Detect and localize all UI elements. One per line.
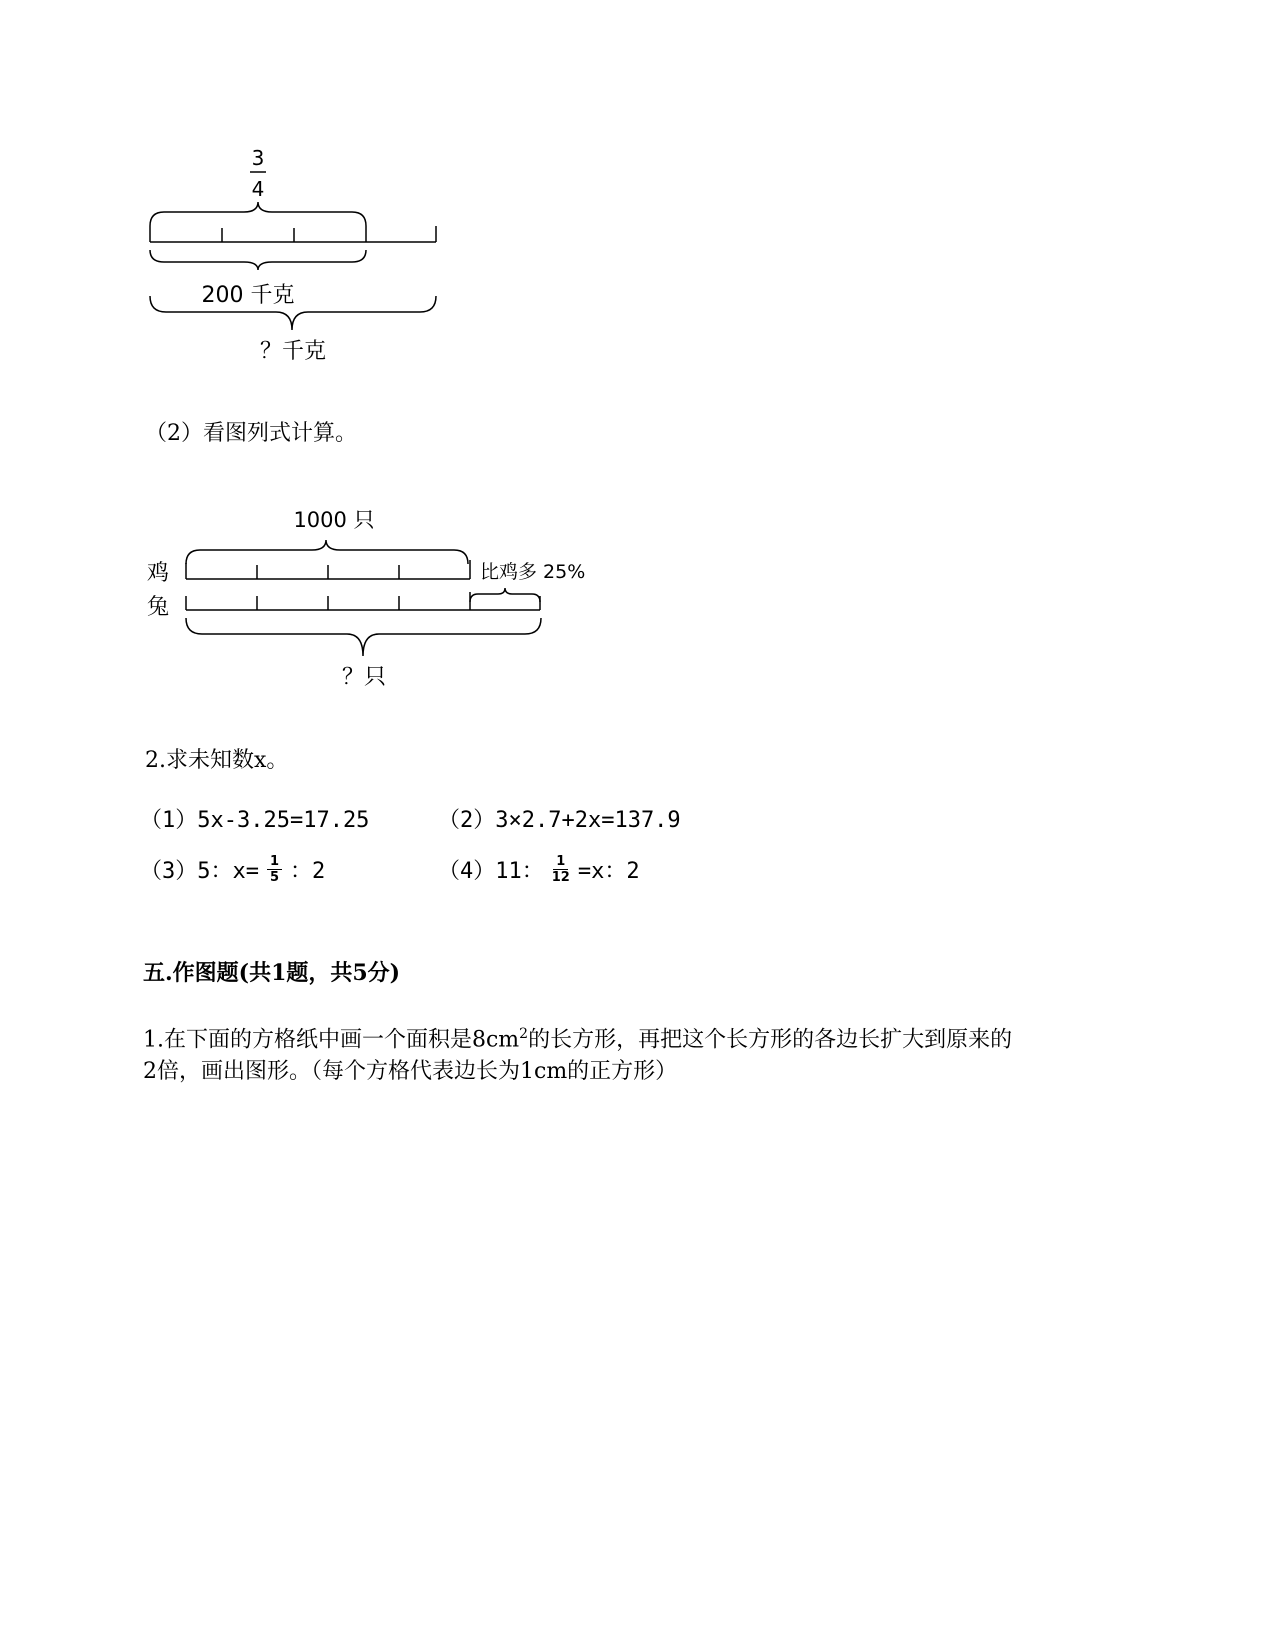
equation-1: （1）5x-3.25=17.25 <box>140 808 370 833</box>
brace-under-three <box>150 250 366 270</box>
brace-chicken <box>186 540 468 564</box>
equation-3 <box>140 846 325 892</box>
label-chicken: 鸡 <box>147 561 170 586</box>
equation-2: （2）3×2.7+2x=137.9 <box>438 808 681 833</box>
brace-extra <box>470 588 540 602</box>
q1-superscript: 2 <box>519 1026 529 1042</box>
eq3-prefix: （3）5：x= <box>140 858 259 884</box>
brace-rabbit-total <box>186 618 541 656</box>
eq4-frac-num: 1 <box>553 854 568 870</box>
section5-title: 五.作图题(共1题，共5分) <box>143 960 401 986</box>
label-rabbit: 兔 <box>147 595 170 620</box>
label-200kg: 200 千克 <box>201 283 295 308</box>
part2-instruction: （2）看图列式计算。 <box>145 421 357 446</box>
eq3-frac-den: 5 <box>269 869 280 885</box>
eq3-suffix: ：2 <box>290 858 326 884</box>
eq4-fraction <box>552 854 570 885</box>
q2-title: 2.求未知数x。 <box>145 748 289 773</box>
eq3-frac-num: 1 <box>267 854 282 870</box>
q1-line2: 2倍，画出图形。（每个方格代表边长为1cm的正方形） <box>143 1059 678 1085</box>
eq4-prefix: （4）11： <box>438 858 544 884</box>
label-unknown-count: ？只 <box>341 665 387 690</box>
label-more-25: 比鸡多 25% <box>480 561 586 583</box>
label-1000: 1000 只 <box>293 508 375 532</box>
fraction-denominator: 4 <box>251 177 265 201</box>
eq4-suffix: =x：2 <box>577 858 640 884</box>
brace-top <box>150 202 366 226</box>
tape-diagram-chicken-rabbit <box>0 490 640 700</box>
q1-line1 <box>143 1018 1143 1056</box>
q1-line1-a: 1.在下面的方格纸中画一个面积是8cm <box>143 1027 520 1053</box>
section5-q1 <box>143 1018 1143 1088</box>
tape-diagram-weight <box>0 0 600 380</box>
label-unknown-kg: ？千克 <box>259 339 327 364</box>
eq3-fraction <box>267 854 282 885</box>
q1-line1-b: 的长方形，再把这个长方形的各边长扩大到原来的 <box>528 1027 1013 1053</box>
equation-4 <box>438 846 640 892</box>
fraction-numerator: 3 <box>251 146 265 170</box>
eq4-frac-den: 12 <box>551 869 570 885</box>
